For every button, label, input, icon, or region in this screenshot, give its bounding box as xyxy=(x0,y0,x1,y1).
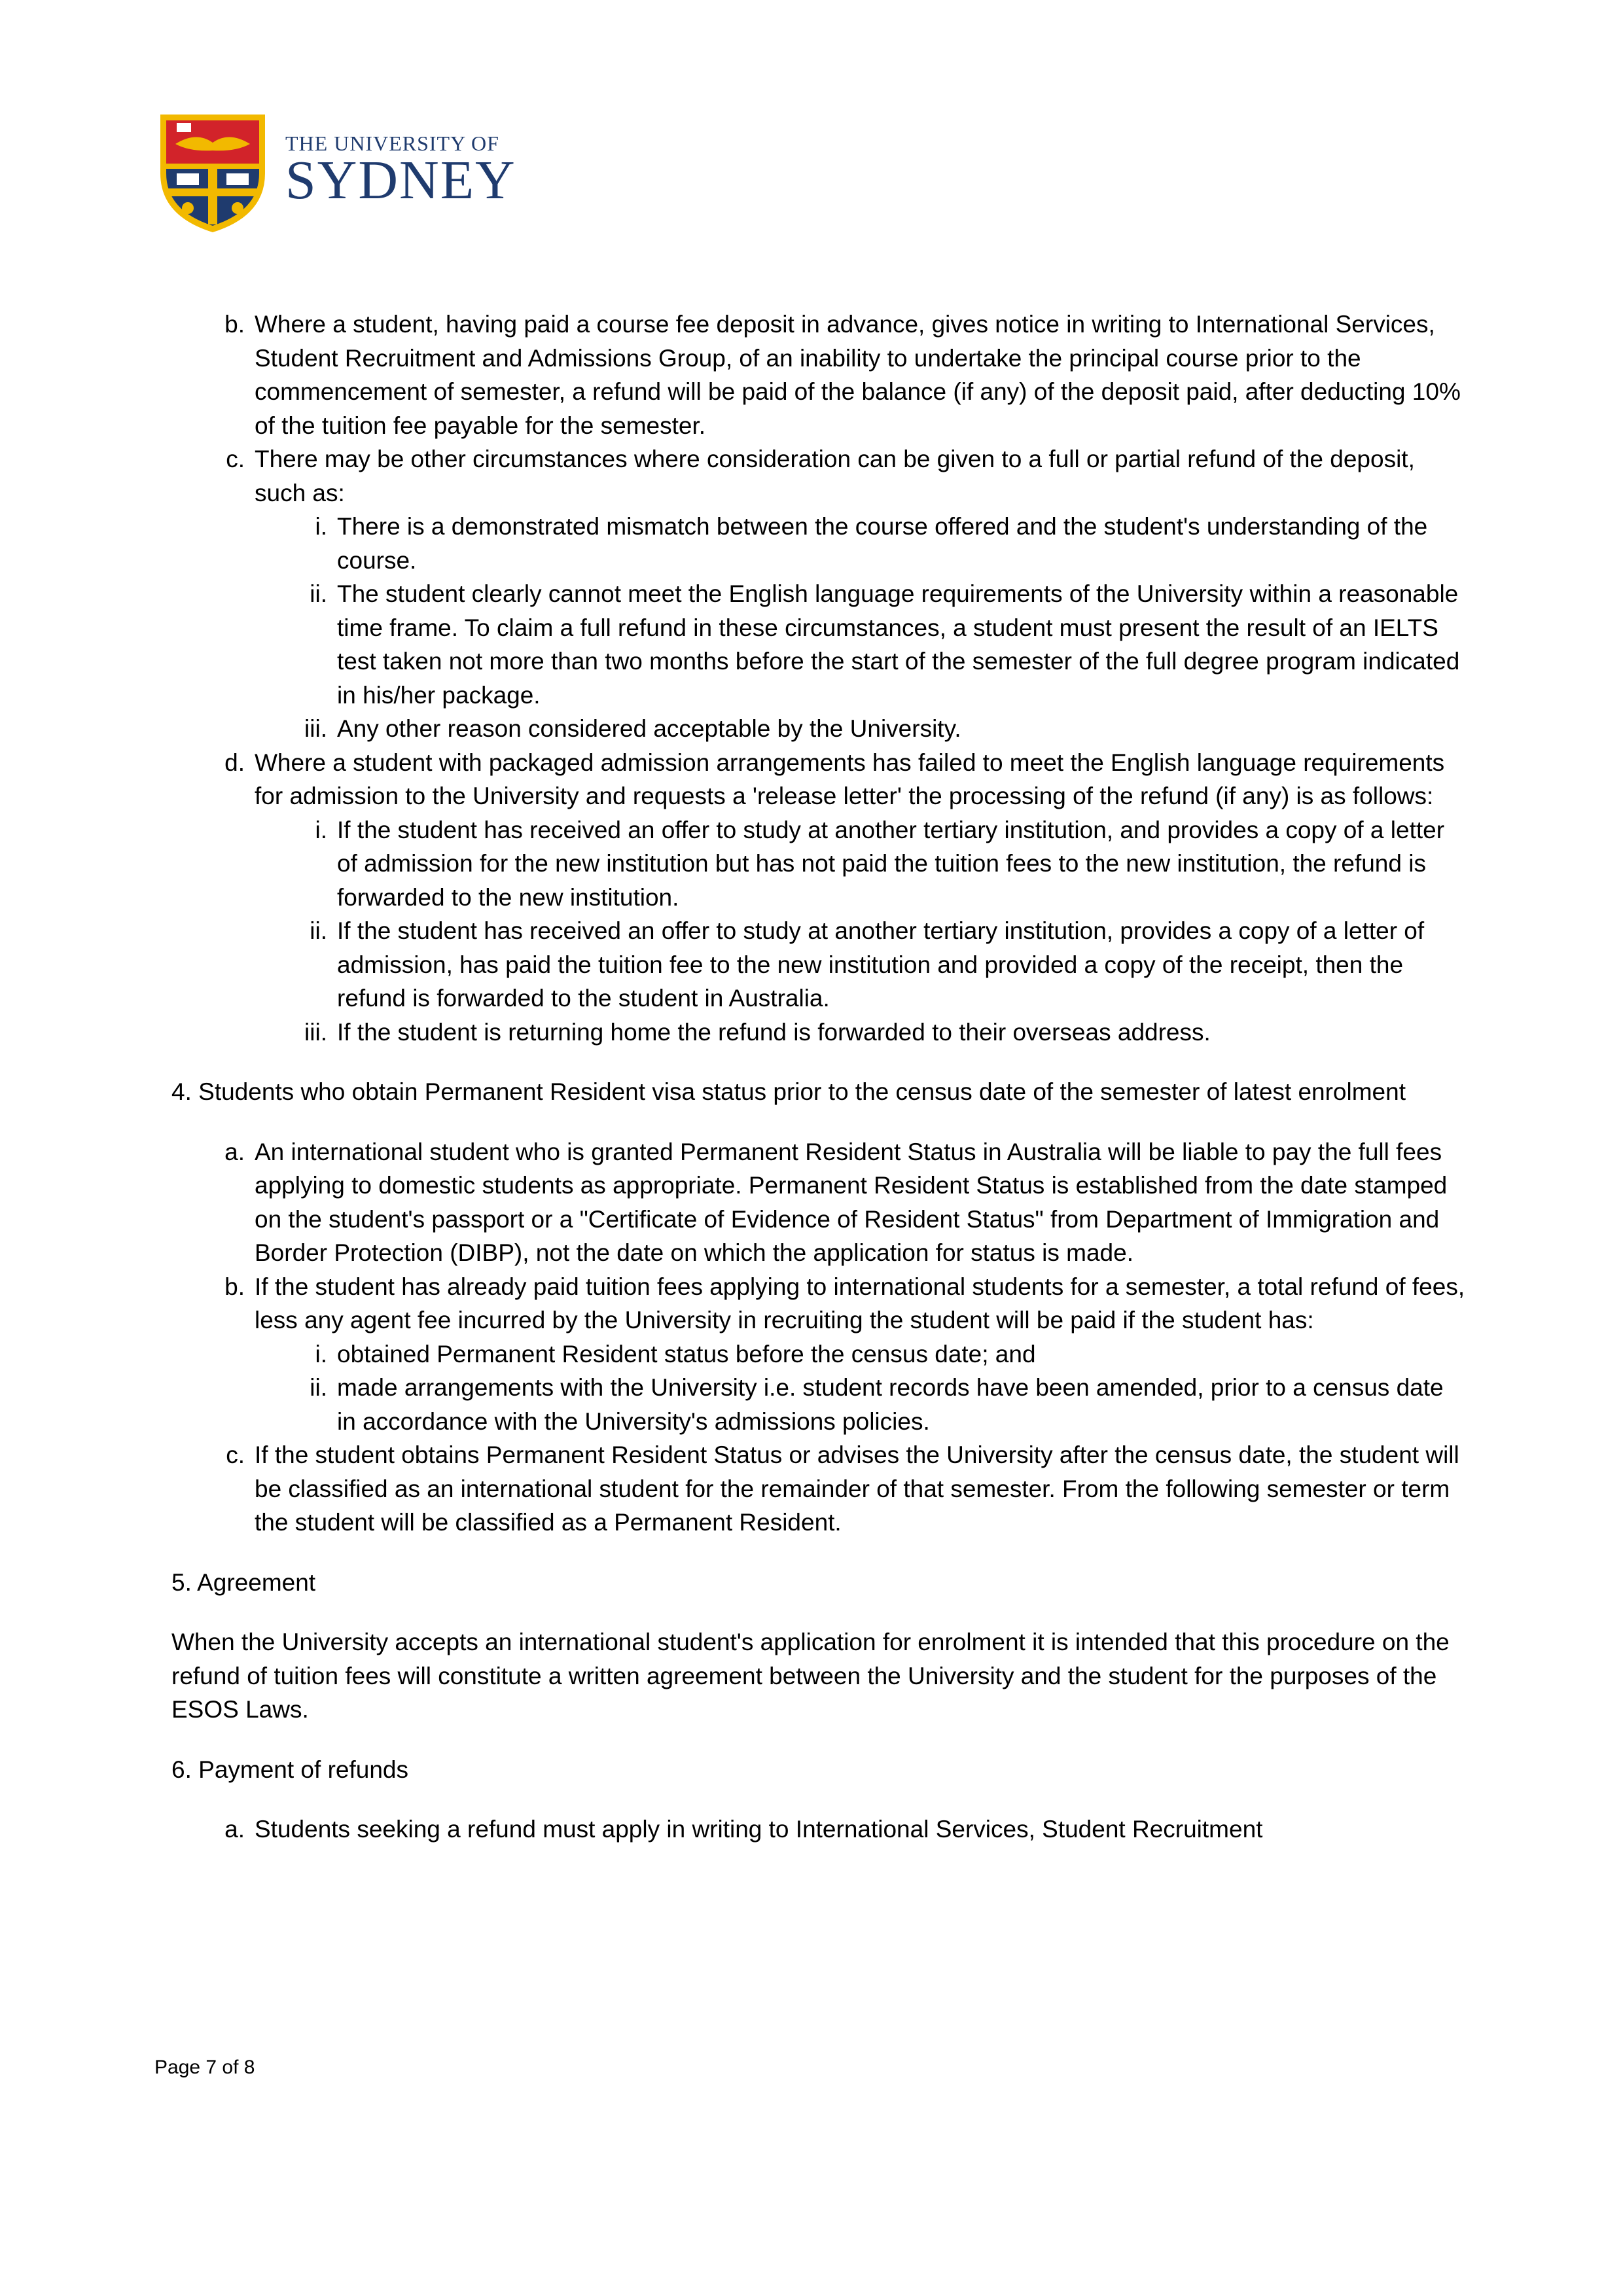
list-item-4b-i xyxy=(171,1337,1467,1371)
list-item-text: An international student who is granted Permanent Resident Status in Australia will be liable to pay the full fees applying to domestic students as appropriate. Permanent Resident Status is established from the date stamped on the student's passport or a "Certificate of Evidence of Resident Status" from Department of Immigration and Border Protection (DIBP), not the date on which the application for status is made. xyxy=(255,1138,1448,1266)
list-item-text: If the student is returning home the refund is forwarded to their overseas address. xyxy=(337,1018,1211,1046)
list-item-6a xyxy=(171,1812,1467,1846)
list-marker: i. xyxy=(315,1340,327,1368)
list-item-3d xyxy=(171,746,1467,813)
list-item-4c xyxy=(171,1438,1467,1540)
list-item-text: If the student has already paid tuition fees applying to international students for a semester, a total refund of fees, less any agent fee incurred by the University in recruiting the student will be paid if the student has: xyxy=(255,1273,1465,1333)
list-item-text: made arrangements with the University i.e. student records have been amended, prior to a census date in accordance with the University's admissions policies. xyxy=(337,1374,1444,1435)
list-item-text: Students seeking a refund must apply in writing to International Services, Student Recruitment xyxy=(255,1816,1263,1843)
list-marker: iii. xyxy=(304,715,327,742)
list-marker: i. xyxy=(315,513,327,540)
logo-line-2: SYDNEY xyxy=(285,150,516,211)
list-item-4a xyxy=(171,1135,1467,1270)
list-item-text: There is a demonstrated mismatch between the course offered and the student's understanding of the course. xyxy=(337,513,1428,574)
list-marker: d. xyxy=(224,749,245,776)
list-marker: b. xyxy=(224,311,245,338)
logo-wordmark xyxy=(285,131,516,211)
list-marker: a. xyxy=(224,1138,245,1165)
list-item-3d-i xyxy=(171,813,1467,915)
university-logo xyxy=(157,111,524,236)
list-item-3c-iii xyxy=(171,712,1467,746)
document-body xyxy=(171,308,1467,1846)
list-item-3c-i xyxy=(171,510,1467,577)
section-5-paragraph: When the University accepts an international student's application for enrolment it is intended that this procedure on the refund of tuition fees will constitute a written agreement between the University and the student for the purposes of the ESOS Laws. xyxy=(171,1629,1450,1723)
list-marker: iii. xyxy=(304,1018,327,1046)
section-heading-4: 4. Students who obtain Permanent Resident visa status prior to the census date of the semester of latest enrolment xyxy=(171,1078,1406,1105)
list-item-text: If the student obtains Permanent Resident Status or advises the University after the census date, the student will be classified as an international student for the remainder of that semester. From the following semester or term the student will be classified as a Permanent Resident. xyxy=(255,1441,1459,1536)
list-marker: b. xyxy=(224,1273,245,1300)
list-marker: a. xyxy=(224,1816,245,1843)
list-item-4b-ii xyxy=(171,1371,1467,1438)
page-number: Page 7 of 8 xyxy=(154,2057,255,2078)
list-item-text: The student clearly cannot meet the English language requirements of the University within a reasonable time frame. To claim a full refund in these circumstances, a student must present the result of an IELTS test taken not more than two months before the start of the semester of the full degree program indicated in his/her package. xyxy=(337,580,1460,709)
list-marker: c. xyxy=(226,1441,245,1468)
section-heading-6: 6. Payment of refunds xyxy=(171,1756,408,1783)
list-item-4b xyxy=(171,1270,1467,1337)
list-item-3b xyxy=(171,308,1467,442)
list-item-3c xyxy=(171,442,1467,510)
list-marker: ii. xyxy=(310,1374,327,1401)
list-item-3d-ii xyxy=(171,914,1467,1016)
logo-line-1: THE UNIVERSITY OF xyxy=(285,132,499,155)
list-marker: ii. xyxy=(310,917,327,944)
section-heading-5: 5. Agreement xyxy=(171,1568,316,1596)
list-item-text: Any other reason considered acceptable by the University. xyxy=(337,715,961,742)
list-item-text: Where a student, having paid a course fee deposit in advance, gives notice in writing to International Services, Student Recruitment and Admissions Group, of an inability to undertake the principal course prior to the commencement of semester, a refund will be paid of the balance (if any) of the deposit paid, after deducting 10% of the tuition fee payable for the semester. xyxy=(255,311,1461,439)
list-marker: i. xyxy=(315,816,327,843)
list-item-text: If the student has received an offer to study at another tertiary institution, provides a copy of a letter of admission, has paid the tuition fee to the new institution and provided a copy of the receipt, then the refund is forwarded to the student in Australia. xyxy=(337,917,1425,1012)
list-item-text: If the student has received an offer to study at another tertiary institution, and provides a copy of a letter of admission for the new institution but has not paid the tuition fees to the new institution, the refund is forwarded to the new institution. xyxy=(337,816,1445,911)
crest-icon xyxy=(157,111,268,236)
list-marker: c. xyxy=(226,446,245,472)
list-item-3d-iii xyxy=(171,1016,1467,1050)
list-item-text: Where a student with packaged admission arrangements has failed to meet the English language requirements for admission to the University and requests a 'release letter' the processing of the refund (if any) is as follows: xyxy=(255,749,1445,809)
list-item-text: There may be other circumstances where consideration can be given to a full or partial refund of the deposit, such as: xyxy=(255,446,1415,506)
list-marker: ii. xyxy=(310,580,327,607)
list-item-3c-ii xyxy=(171,577,1467,712)
list-item-text: obtained Permanent Resident status before the census date; and xyxy=(337,1340,1036,1368)
